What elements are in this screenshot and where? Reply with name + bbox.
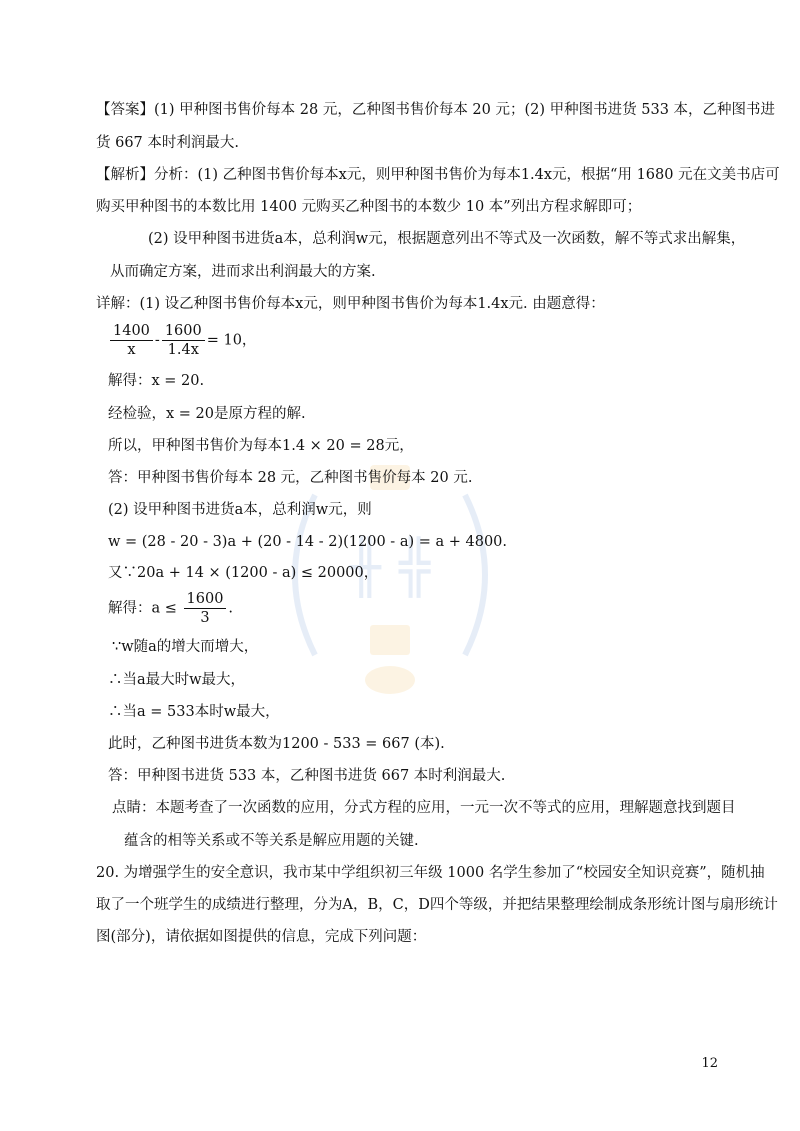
fraction-numerator: 1600 <box>162 322 205 341</box>
equation-2: w = (28 - 20 - 3)a + (20 - 14 - 2)(1200 - a) = a + 4800. <box>108 534 508 550</box>
question-20-line-1: 20. 为增强学生的安全意识，我市某中学组织初三年级 1000 名学生参加了“校园安全知识竞赛”，随机抽 <box>96 865 765 881</box>
fraction-1600-over-3 <box>184 590 227 627</box>
analysis-line-2: 购买甲种图书的本数比用 1400 元购买乙种图书的本数少 10 本”列出方程求解即可； <box>96 199 642 215</box>
fraction-1400-over-x <box>110 322 153 359</box>
solve-2-prefix: 解得：a ≤ <box>108 600 177 617</box>
fraction-numerator: 1600 <box>184 590 227 609</box>
answer-line-2: 货 667 本时利润最大. <box>96 135 240 151</box>
solve-2 <box>108 590 233 627</box>
fraction-1600-over-1-4x <box>162 322 205 359</box>
solve-2-suffix: . <box>228 600 234 617</box>
answer-part-2: 答：甲种图书进货 533 本，乙种图书进货 667 本时利润最大. <box>108 768 506 784</box>
equation-rhs: = 10， <box>206 332 257 349</box>
check-line: 经检验，x = 20是原方程的解. <box>108 406 306 422</box>
answer-part-1: 答：甲种图书售价每本 28 元，乙种图书售价每本 20 元. <box>108 470 473 486</box>
fraction-numerator: 1400 <box>110 322 153 341</box>
page-number: 12 <box>701 1056 718 1071</box>
fraction-denominator: 3 <box>200 610 210 626</box>
fraction-denominator: x <box>127 342 136 358</box>
solve-1: 解得：x = 20. <box>108 373 205 389</box>
then-line: 此时，乙种图书进货本数为1200 - 533 = 667 (本). <box>108 736 445 752</box>
analysis-line-1: 【解析】分析：(1) 乙种图书售价每本x元，则甲种图书售价为每本1.4x元，根据“用 1680 元在文美书店可 <box>96 167 780 183</box>
part-2-intro: (2) 设甲种图书进货a本，总利润w元，则 <box>108 502 372 518</box>
so-line: 所以，甲种图书售价为每本1.4 × 20 = 28元， <box>108 438 414 454</box>
comment-line-2: 蕴含的相等关系或不等关系是解应用题的关键. <box>124 833 419 849</box>
inequality: 又∵20a + 14 × (1200 - a) ≤ 20000， <box>108 565 379 581</box>
solution-intro: 详解：(1) 设乙种图书售价每本x元，则甲种图书售价为每本1.4x元. 由题意得： <box>96 296 605 312</box>
increase-line: ∵w随a的增大而增大， <box>112 639 259 655</box>
question-20-line-3: 图(部分)，请依据如图提供的信息，完成下列问题： <box>96 929 427 945</box>
equation-1 <box>108 322 256 359</box>
analysis-line-3: (2) 设甲种图书进货a本，总利润w元，根据题意列出不等式及一次函数，解不等式求出解集， <box>148 231 746 247</box>
max-line-1: ∴当a最大时w最大， <box>108 672 246 688</box>
answer-line-1: 【答案】(1) 甲种图书售价每本 28 元，乙种图书售价每本 20 元；(2) 甲种图书进货 533 本，乙种图书进 <box>96 102 776 118</box>
fraction-denominator: 1.4x <box>167 342 199 358</box>
analysis-line-4: 从而确定方案，进而求出利润最大的方案. <box>110 264 376 280</box>
svg-text:╫ ╬: ╫ ╬ <box>349 538 431 598</box>
question-20-line-2: 取了一个班学生的成绩进行整理，分为A，B，C，D四个等级，并把结果整理绘制成条形统计图与扇形统计 <box>96 897 778 913</box>
comment-line-1: 点睛：本题考查了一次函数的应用，分式方程的应用，一元一次不等式的应用，理解题意找到题目 <box>112 800 736 816</box>
max-line-2: ∴当a = 533本时w最大， <box>108 704 280 720</box>
minus-sign: - <box>154 332 160 349</box>
